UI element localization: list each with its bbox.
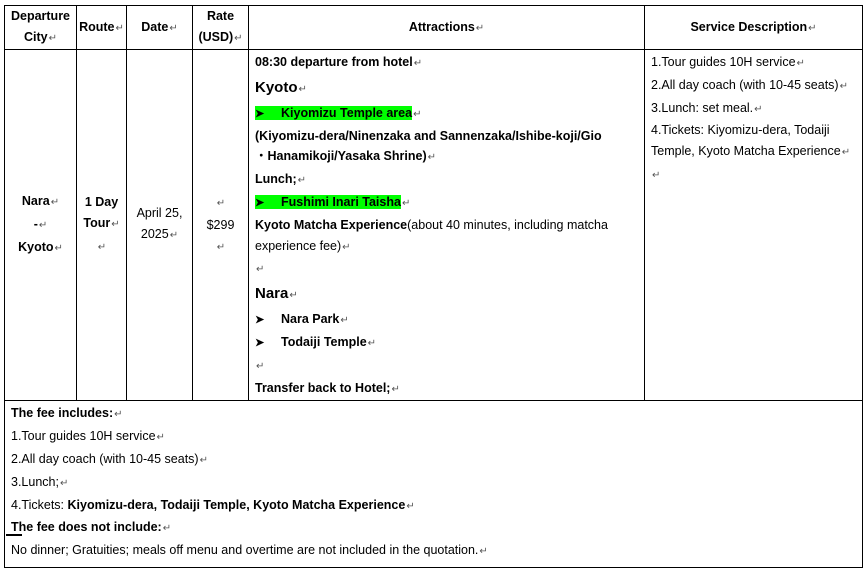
- header-departure-city: Departure City↵: [5, 6, 77, 50]
- todaiji-item: ➤ Todaiji Temple↵: [255, 332, 640, 355]
- kyoto-heading: Kyoto↵: [255, 78, 307, 96]
- fee-row: [5, 401, 863, 568]
- header-row: [5, 6, 863, 50]
- departure-city-cell: Nara↵ -↵ Kyoto↵: [5, 50, 77, 401]
- bullet-icon: ➤: [255, 196, 265, 209]
- tour-row: [5, 50, 863, 401]
- attractions-cell: 08:30 departure from hotel↵ Kyoto↵ ➤ Kiyomizu Temple area↵ (Kiyomizu-dera/Ninenzaka and Sannenzaka/Ishibe-koji/Gio ・Hanamikoji/Yasaka Shrine)↵ Lunch;↵ ➤ Fushimi Inari Taisha↵ Kyoto Matcha Experience(about 40 minutes, including matcha experience fee)↵ ↵ Nara↵ ➤ Nara Park↵ ➤ Todaiji Temple↵ ↵ Transfer back to Hotel;↵: [249, 50, 645, 401]
- departure-text: 08:30 departure from hotel: [255, 55, 413, 69]
- transfer-text: Transfer back to Hotel;: [255, 380, 391, 395]
- page-edge-mark: [6, 534, 22, 536]
- fushimi-item: ➤ Fushimi Inari Taisha↵: [255, 192, 640, 215]
- kiyomizu-detail: (Kiyomizu-dera/Ninenzaka and Sannenzaka/Ishibe-koji/Gio: [255, 128, 602, 143]
- lunch-text: Lunch;: [255, 172, 297, 187]
- itinerary-table: [4, 5, 863, 568]
- nara-heading: Nara↵: [255, 285, 298, 303]
- matcha-item: Kyoto Matcha Experience(about 40 minutes, including matcha: [255, 217, 608, 232]
- nara-park-item: ➤ Nara Park↵: [255, 309, 640, 332]
- route-cell: 1 Day Tour↵ ↵: [77, 50, 127, 401]
- kiyomizu-item: ➤ Kiyomizu Temple area↵: [255, 103, 640, 126]
- fee-cell: The fee includes:↵ 1.Tour guides 10H service↵ 2.All day coach (with 10-45 seats)↵ 3.Lunch;↵ 4.Tickets: Kiyomizu-dera, Todaiji Temple, Kyoto Matcha Experience↵ The fee does not include:↵ No dinner; Gratuities; meals off menu and overtime are not included in the quotation.↵: [5, 401, 863, 568]
- fee-excludes-title: The fee does not include:: [11, 520, 162, 535]
- header-date: Date↵: [127, 6, 193, 50]
- date-cell: April 25, 2025↵: [127, 50, 193, 401]
- header-route: Route↵: [77, 6, 127, 50]
- header-attractions: Attractions↵: [249, 6, 645, 50]
- service-description-cell: 1.Tour guides 10H service↵ 2.All day coach (with 10-45 seats)↵ 3.Lunch: set meal.↵ 4.Tickets: Kiyomizu-dera, Todaiji Temple, Kyoto Matcha Experience↵ ↵: [645, 50, 863, 401]
- fee-includes-title: The fee includes:: [11, 406, 114, 421]
- header-service-description: Service Description↵: [645, 6, 863, 50]
- bullet-icon: ➤: [255, 107, 265, 120]
- header-rate: Rate (USD)↵: [193, 6, 249, 50]
- bullet-icon: ➤: [255, 336, 265, 349]
- bullet-icon: ➤: [255, 314, 265, 327]
- rate-cell: ↵ $299 ↵: [193, 50, 249, 401]
